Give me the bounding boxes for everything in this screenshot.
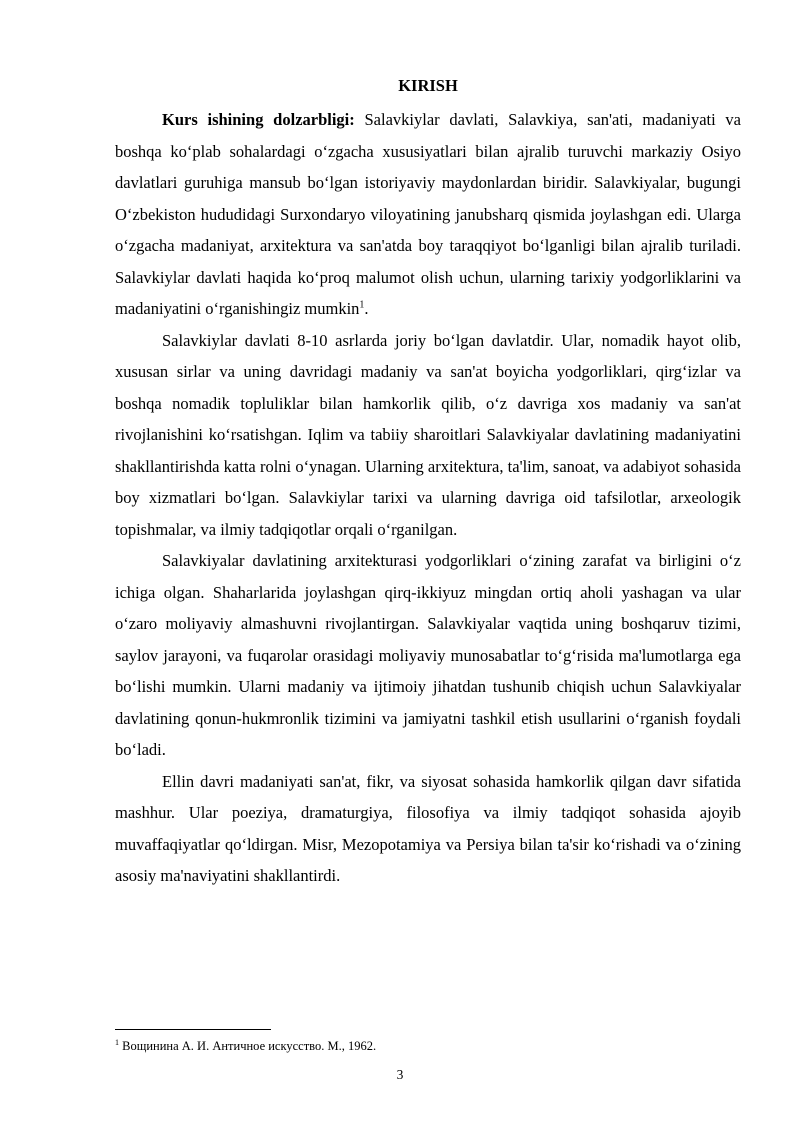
footnote-text: Вощинина А. И. Античное искусство. М., 1962. — [119, 1039, 377, 1053]
paragraph-architecture: Salavkiyalar davlatining arxitekturasi yodgorliklari oʻzining zarafat va birligini oʻz ichiga olgan. Shaharlarida joylashgan qirq-ikkiyuz mingdan ortiq aholi yashagan va ular oʻzaro moliyaviy almashuvni rivojlantirgan. Salavkiyalar vaqtida uning boshqaruv tizimi, saylov jarayoni, va fuqarolar orasidagi moliyaviy munosabatlar toʻgʻrisida ma'lumotlarga ega boʻlishi mumkin. Ularni madaniy va ijtimoiy jihatdan tushunib chiqish uchun Salavkiyalar davlatining qonun-hukmronlik tizimini va jamiyatni tashkil etish usullarini oʻrganish foydali boʻladi. — [115, 551, 741, 759]
footnote — [115, 1038, 741, 1054]
paragraph-relevance — [115, 104, 741, 325]
paragraph-hellenistic: Ellin davri madaniyati san'at, fikr, va siyosat sohasida hamkorlik qilgan davr sifatida mashhur. Ular poeziya, dramaturgiya, filosofiya va ilmiy tadqiqot sohasida ajoyib muvaffaqiyatlar qoʻldirgan. Misr, Mezopotamiya va Persiya bilan ta'sir koʻrishadi va oʻzining asosiy ma'naviyatini shakllantirdi. — [115, 771, 741, 885]
paragraph-lead: Kurs ishining dolzarbligi: — [162, 110, 355, 129]
footnote-number: 1 — [115, 1037, 119, 1047]
paragraph-text: Salavkiylar davlati, Salavkiya, san'ati, madaniyati va boshqa koʻplab sohalardagi oʻzgacha xususiyatlari bilan ajralib turuvchi markaziy Osiyo davlatlari guruhiga mansub boʻlgan istoriyaviy maydonlardan biridir. Salavkiyalar, bugungi Oʻzbekiston hududidagi Surxondaryo viloyatining janubsharq qismida joylashgan edi. Ularga oʻzgacha madaniyat, arxitektura va san'atda boy taraqqiyot boʻlganligi bilan ajralib turiladi. Salavkiylar davlati haqida koʻproq malumot olish uchun, ularning tarixiy yodgorliklarini va madaniyatini oʻrganishingiz mumkin — [115, 110, 741, 318]
page-number: 3 — [396, 1067, 404, 1082]
paragraph-history: Salavkiylar davlati 8-10 asrlarda joriy boʻlgan davlatdir. Ular, nomadik hayot olib, xususan sirlar va uning davridagi madaniy va san'at boyicha yodgorliklari, qirgʻizlar va boshqa nomadik topluliklar bilan hamkorlik qilib, oʻz davriga xos madaniy va san'at rivojlanishini koʻrsatishgan. Iqlim va tabiiy sharoitlari Salavkiyalar davlatining madaniyatini shakllantirishda katta rolni oʻynagan. Ularning arxitektura, ta'lim, sanoat, va adabiyot sohasida boy xizmatlari boʻlgan. Salavkiylar tarixi va ularning davriga oid tafsilotlar, arxeologik topishmalar, va ilmiy tadqiqotlar orqali oʻrganilgan. — [115, 330, 741, 539]
paragraph-tail: . — [364, 299, 369, 318]
body-text — [115, 104, 741, 892]
footnote-separator — [115, 1029, 271, 1030]
section-heading: KIRISH — [398, 76, 458, 95]
footnote-reference[interactable]: 1 — [359, 299, 365, 311]
